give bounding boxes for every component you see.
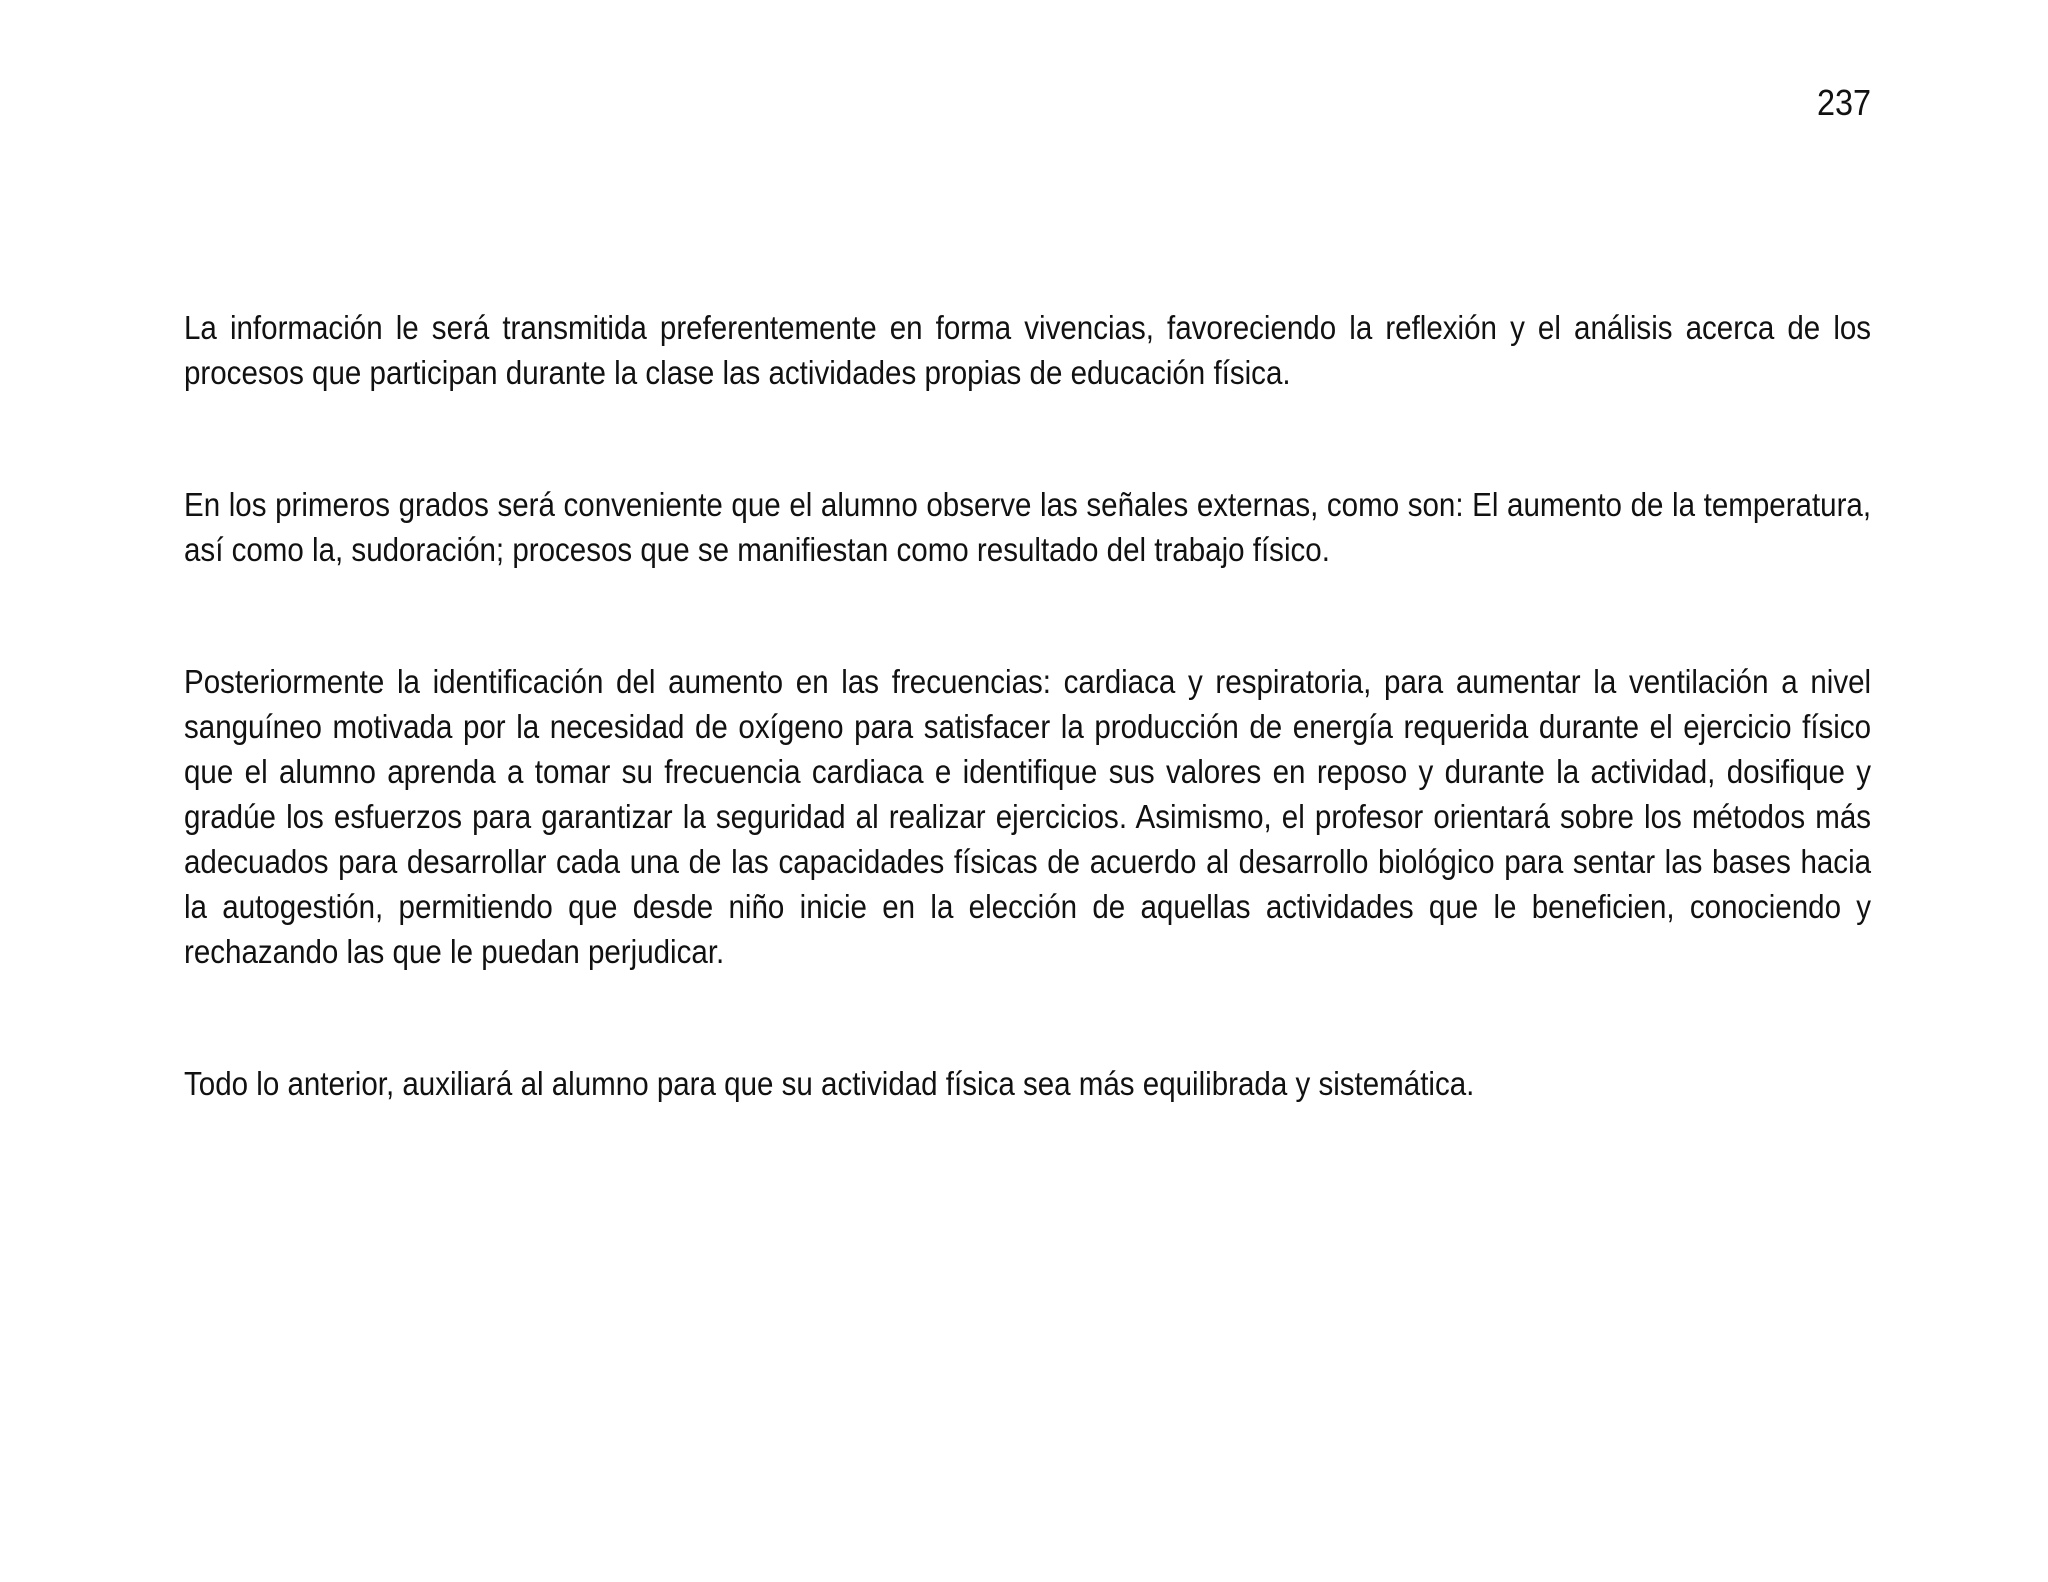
page-number: 237 [1816, 82, 1871, 123]
paragraph-3: Posteriormente la identificación del aumento en las frecuencias: cardiaca y respiratoria, para aumentar la ventilación a nivel sanguíneo motivada por la necesidad de oxígeno para satisfacer la producción de energía requerida durante el ejercicio físico que el alumno aprenda a tomar su frecuencia cardiaca e identifique sus valores en reposo y durante la actividad, dosifique y gradúe los esfuerzos para garantizar la seguridad al realizar ejercicios. Asimismo, el profesor orientará sobre los métodos más adecuados para desarrollar cada una de las capacidades físicas de acuerdo al desarrollo biológico para sentar las bases hacia la autogestión, permitiendo que desde niño inicie en la elección de aquellas actividades que le beneficien, conociendo y rechazando las que le puedan perjudicar. [184, 663, 1872, 970]
paragraph-4: Todo lo anterior, auxiliará al alumno para que su actividad física sea más equilibrada y sistemática. [184, 1065, 1475, 1102]
paragraph-1: La información le será transmitida preferentemente en forma vivencias, favoreciendo la reflexión y el análisis acerca de los procesos que participan durante la clase las actividades propias de educación física. [184, 309, 1872, 391]
body-text [184, 305, 1871, 1106]
paragraph-2: En los primeros grados será conveniente que el alumno observe las señales externas, como son: El aumento de la temperatura, así como la, sudoración; procesos que se manifiestan como resultado del trabajo físico. [184, 486, 1872, 568]
